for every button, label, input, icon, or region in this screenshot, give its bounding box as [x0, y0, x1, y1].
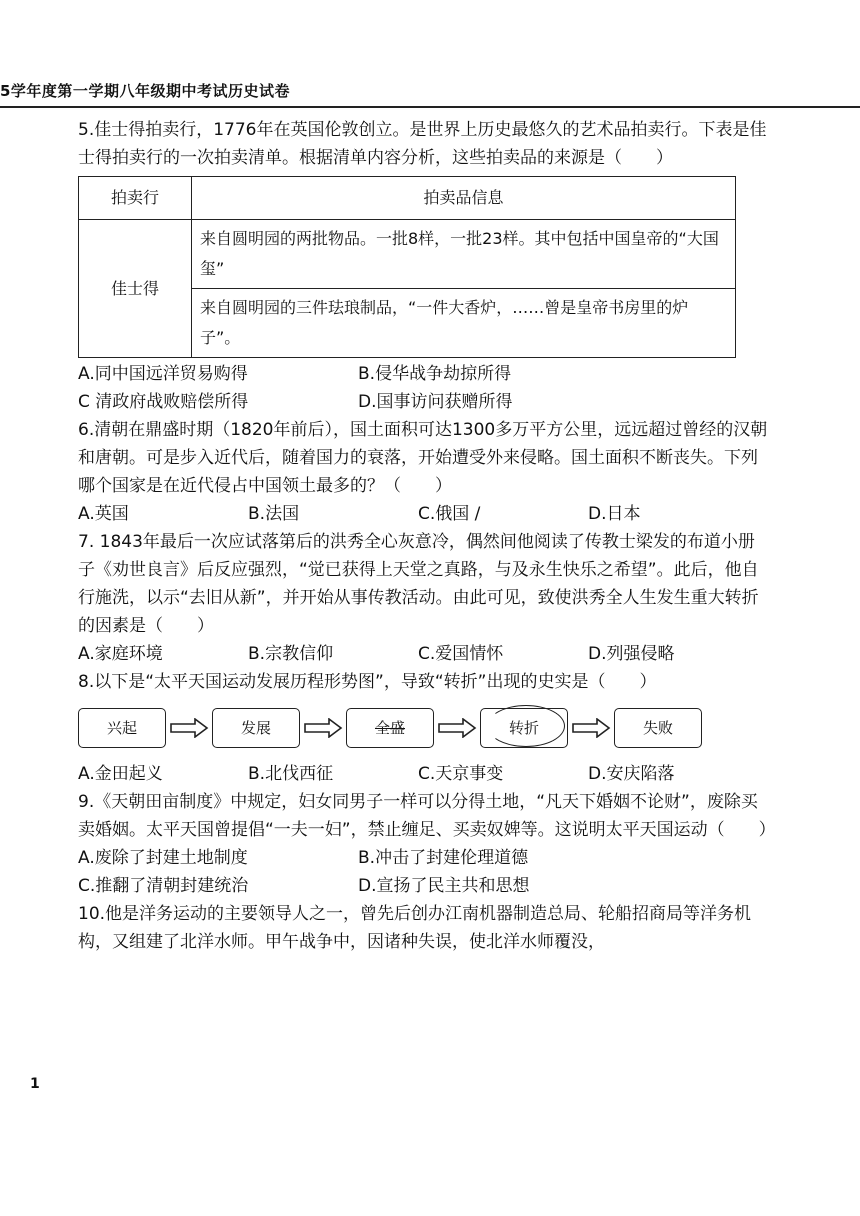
table-header-house: 拍卖行 — [79, 177, 192, 220]
page-number: 1 — [30, 1076, 40, 1092]
header-divider — [0, 106, 860, 108]
option-a: A.英国 — [78, 504, 129, 524]
option-c: C.推翻了清朝封建统治 — [78, 876, 249, 896]
table-cell-item-1: 来自圆明园的两批物品。一批8样，一批23样。其中包括中国皇帝的“大国玺” — [192, 220, 736, 289]
arrow-icon — [568, 718, 614, 738]
exam-header: 5学年度第一学期八年级期中考试历史试卷 — [0, 82, 290, 100]
flow-step-turn — [480, 708, 568, 748]
option-a: A.废除了封建土地制度 — [78, 848, 248, 868]
exam-body — [78, 116, 776, 956]
question-9-options-row-1 — [78, 844, 770, 872]
taiping-flow-diagram — [78, 706, 770, 750]
option-a: A.同中国远洋贸易购得 — [78, 364, 248, 384]
option-a: A.金田起义 — [78, 764, 163, 784]
question-8-stem: 8.以下是“太平天国运动发展历程形势图”，导致“转折”出现的史实是（ ） — [78, 672, 657, 692]
question-9-options-row-2 — [78, 872, 770, 900]
question-5-options-row-1 — [78, 360, 770, 388]
option-c: C.俄国 / — [418, 504, 481, 524]
question-7-options — [78, 640, 770, 668]
flow-step-fail: 失败 — [614, 708, 702, 748]
table-header-items: 拍卖品信息 — [192, 177, 736, 220]
option-b: B.北伐西征 — [248, 764, 334, 784]
question-5-stem: 5.佳士得拍卖行，1776年在英国伦敦创立。是世界上历史最悠久的艺术品拍卖行。下表是佳士得拍卖行的一次拍卖清单。根据清单内容分析，这些拍卖品的来源是（ ） — [78, 120, 767, 168]
arrow-icon — [166, 718, 212, 738]
question-10-stem: 10.他是洋务运动的主要领导人之一，曾先后创办江南机器制造总局、轮船招商局等洋务机构，又组建了北洋水师。甲午战争中，因诸种失误，使北洋水师覆没， — [78, 904, 752, 952]
question-8-options — [78, 760, 770, 788]
flow-step-peak-label: 全盛 — [374, 719, 405, 737]
option-d: D.国事访问获赠所得 — [358, 392, 513, 412]
arrow-icon — [300, 718, 346, 738]
table-cell-house: 佳士得 — [79, 220, 192, 358]
option-c: C 清政府战败赔偿所得 — [78, 392, 249, 412]
option-d: D.列强侵略 — [588, 644, 675, 664]
option-b: B.侵华战争劫掠所得 — [358, 364, 512, 384]
option-b: B.冲击了封建伦理道德 — [358, 848, 529, 868]
table-cell-item-2: 来自圆明园的三件珐琅制品，“一件大香炉，……曾是皇帝书房里的炉子”。 — [192, 289, 736, 358]
option-d: D.宣扬了民主共和思想 — [358, 876, 530, 896]
question-5-options-row-2 — [78, 388, 770, 416]
option-b: B.法国 — [248, 504, 300, 524]
pen-circle-mark — [487, 705, 565, 747]
flow-step-develop: 发展 — [212, 708, 300, 748]
flow-step-rise: 兴起 — [78, 708, 166, 748]
question-6-options — [78, 500, 770, 528]
option-d: D.日本 — [588, 504, 641, 524]
option-c: C.爱国情怀 — [418, 644, 504, 664]
auction-table — [78, 176, 736, 358]
question-7-stem: 7. 1843年最后一次应试落第后的洪秀全心灰意冷，偶然间他阅读了传教士梁发的布道小册子《劝世良言》后反应强烈，“觉已获得上天堂之真路，与及永生快乐之希望”。此后，他自行施洗，以示“去旧从新”，并开始从事传教活动。由此可见，致使洪秀全人生发生重大转折的因素是（ ） — [78, 532, 759, 636]
option-b: B.宗教信仰 — [248, 644, 334, 664]
question-6-stem: 6.清朝在鼎盛时期（1820年前后），国土面积可达1300多万平方公里，远远超过曾经的汉朝和唐朝。可是步入近代后，随着国力的衰落，开始遭受外来侵略。国土面积不断丧失。下列哪个国家是在近代侵占中国领土最多的？（ ） — [78, 420, 768, 496]
flow-step-peak — [346, 708, 434, 748]
option-d: D.安庆陷落 — [588, 764, 675, 784]
flow-step-turn-label: 转折 — [508, 719, 539, 737]
question-9-stem: 9.《天朝田亩制度》中规定，妇女同男子一样可以分得土地，“凡天下婚姻不论财”，废除买卖婚姻。太平天国曾提倡“一夫一妇”，禁止缠足、买卖奴婢等。这说明太平天国运动（ ） — [78, 792, 776, 840]
option-c: C.天京事变 — [418, 764, 504, 784]
arrow-icon — [434, 718, 480, 738]
option-a: A.家庭环境 — [78, 644, 163, 664]
